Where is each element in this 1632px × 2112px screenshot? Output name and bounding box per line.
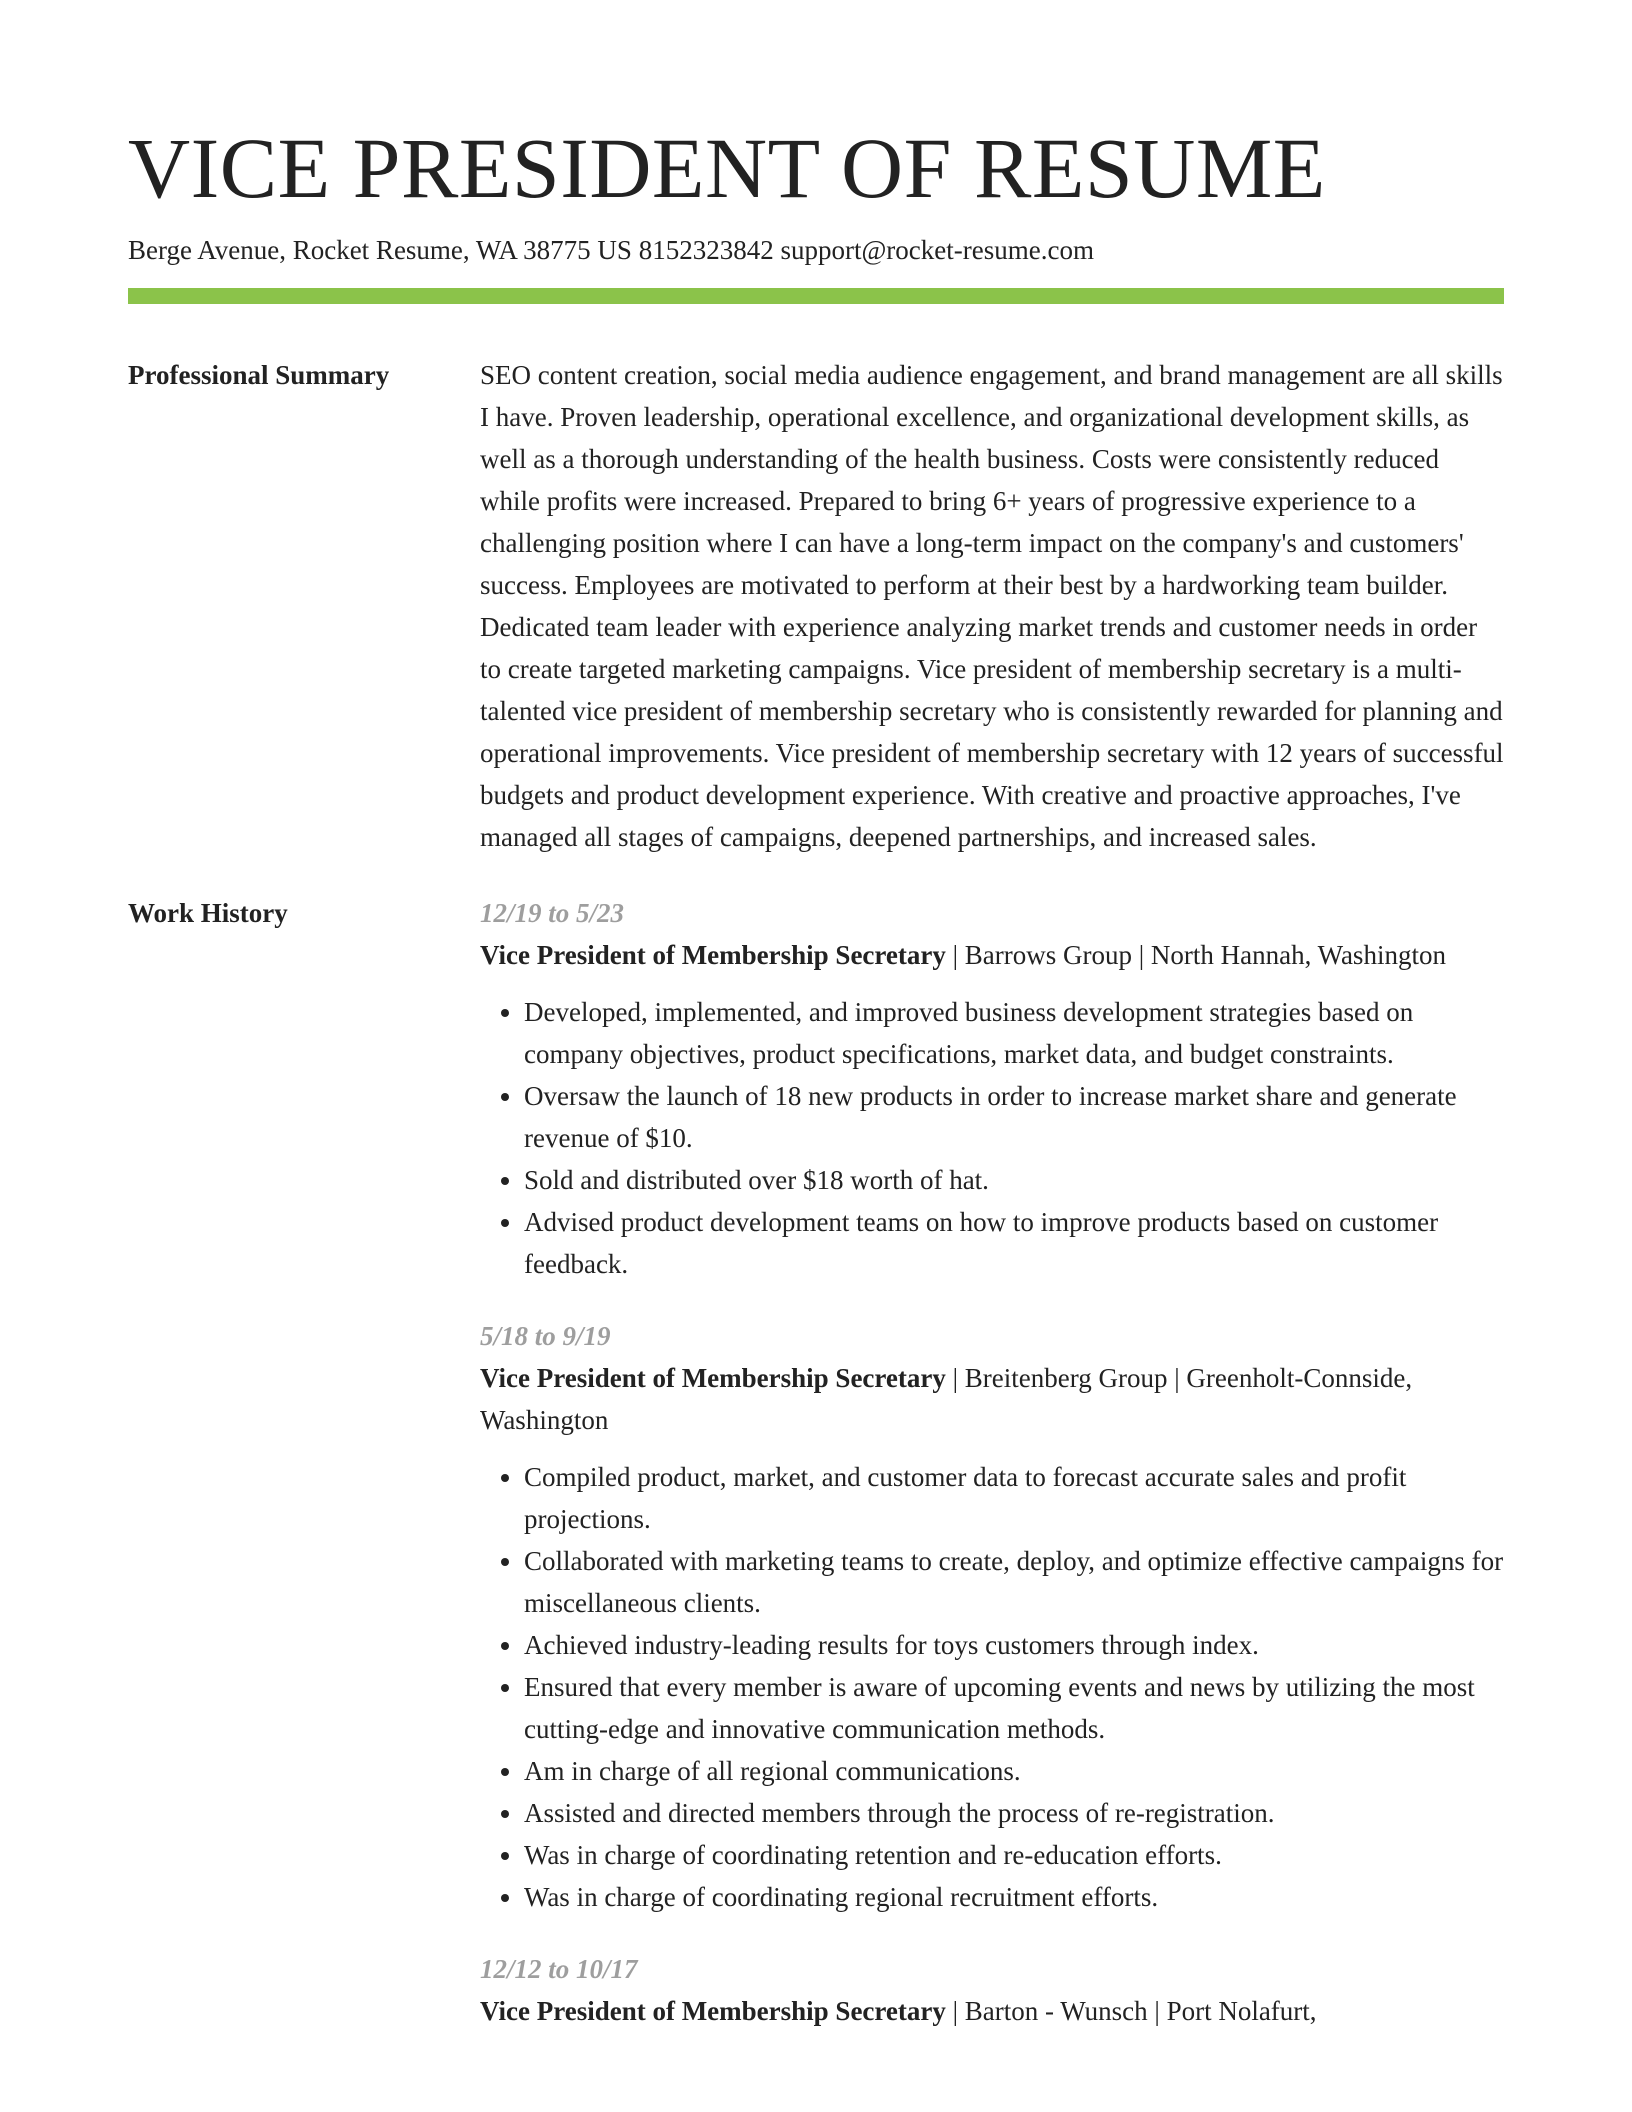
job-bullets xyxy=(480,991,1504,1285)
job-details: | Barrows Group | North Hannah, Washington xyxy=(945,940,1446,970)
summary-body xyxy=(480,354,1504,858)
job-heading xyxy=(480,1357,1504,1441)
summary-heading: Professional Summary xyxy=(128,360,390,390)
job-dates: 12/12 to 10/17 xyxy=(480,1954,638,1984)
job-entry xyxy=(480,1315,1504,1918)
job-heading xyxy=(480,1990,1504,2032)
resume-page xyxy=(128,0,1504,2062)
header-divider xyxy=(128,288,1504,304)
job-entry xyxy=(480,1948,1504,2032)
job-bullet: • Am in charge of all regional communications. xyxy=(524,1750,1504,1792)
work-history-heading: Work History xyxy=(128,898,288,928)
job-bullet: • Sold and distributed over $18 worth of hat. xyxy=(524,1159,1504,1201)
job-dates: 12/19 to 5/23 xyxy=(480,898,625,928)
job-bullet: • Assisted and directed members through the process of re-registration. xyxy=(524,1792,1504,1834)
job-dates: 5/18 to 9/19 xyxy=(480,1321,611,1351)
job-entry xyxy=(480,892,1504,1285)
work-history-body xyxy=(480,892,1504,2062)
job-bullet: • Oversaw the launch of 18 new products in order to increase market share and generate revenue of $10. xyxy=(524,1075,1504,1159)
job-bullet: • Collaborated with marketing teams to create, deploy, and optimize effective campaigns for miscellaneous clients. xyxy=(524,1540,1504,1624)
job-details: | Barton - Wunsch | Port Nolafurt, xyxy=(945,1996,1317,2026)
summary-text: SEO content creation, social media audience engagement, and brand management are all skills I have. Proven leadership, operational excellence, and organizational development skills, as well as a thorough understanding of the health business. Costs were consistently reduced while profits were increased. Prepared to bring 6+ years of progressive experience to a challenging position where I can have a long-term impact on the company's and customers' success. Employees are motivated to perform at their best by a hardworking team builder. Dedicated team leader with experience analyzing market trends and customer needs in order to create targeted marketing campaigns. Vice president of membership secretary is a multi-talented vice president of membership secretary who is consistently rewarded for planning and operational improvements. Vice president of membership secretary with 12 years of successful budgets and product development experience. With creative and proactive approaches, I've managed all stages of campaigns, deepened partnerships, and increased sales. xyxy=(480,360,1504,852)
job-title: Vice President of Membership Secretary xyxy=(480,940,946,970)
job-bullet: • Achieved industry-leading results for toys customers through index. xyxy=(524,1624,1504,1666)
work-history-section xyxy=(128,892,1504,2062)
summary-section xyxy=(128,354,1504,858)
job-bullets xyxy=(480,1456,1504,1918)
job-bullet: • Developed, implemented, and improved business development strategies based on company objectives, product specifications, market data, and budget constraints. xyxy=(524,991,1504,1075)
job-bullet: • Compiled product, market, and customer data to forecast accurate sales and profit projections. xyxy=(524,1456,1504,1540)
job-title: Vice President of Membership Secretary xyxy=(480,1996,946,2026)
contact-line: Berge Avenue, Rocket Resume, WA 38775 US 8152323842 support@rocket-resume.com xyxy=(128,235,1094,265)
job-heading xyxy=(480,934,1504,976)
resume-name: VICE PRESIDENT OF RESUME xyxy=(128,120,1326,216)
job-bullet: • Advised product development teams on how to improve products based on customer feedback. xyxy=(524,1201,1504,1285)
job-details: | Breitenberg Group | Greenholt-Connside, Washington xyxy=(480,1363,1413,1435)
job-bullet: • Ensured that every member is aware of upcoming events and news by utilizing the most cutting-edge and innovative communication methods. xyxy=(524,1666,1504,1750)
job-bullet: • Was in charge of coordinating regional recruitment efforts. xyxy=(524,1876,1504,1918)
job-bullet: • Was in charge of coordinating retention and re-education efforts. xyxy=(524,1834,1504,1876)
job-title: Vice President of Membership Secretary xyxy=(480,1363,946,1393)
